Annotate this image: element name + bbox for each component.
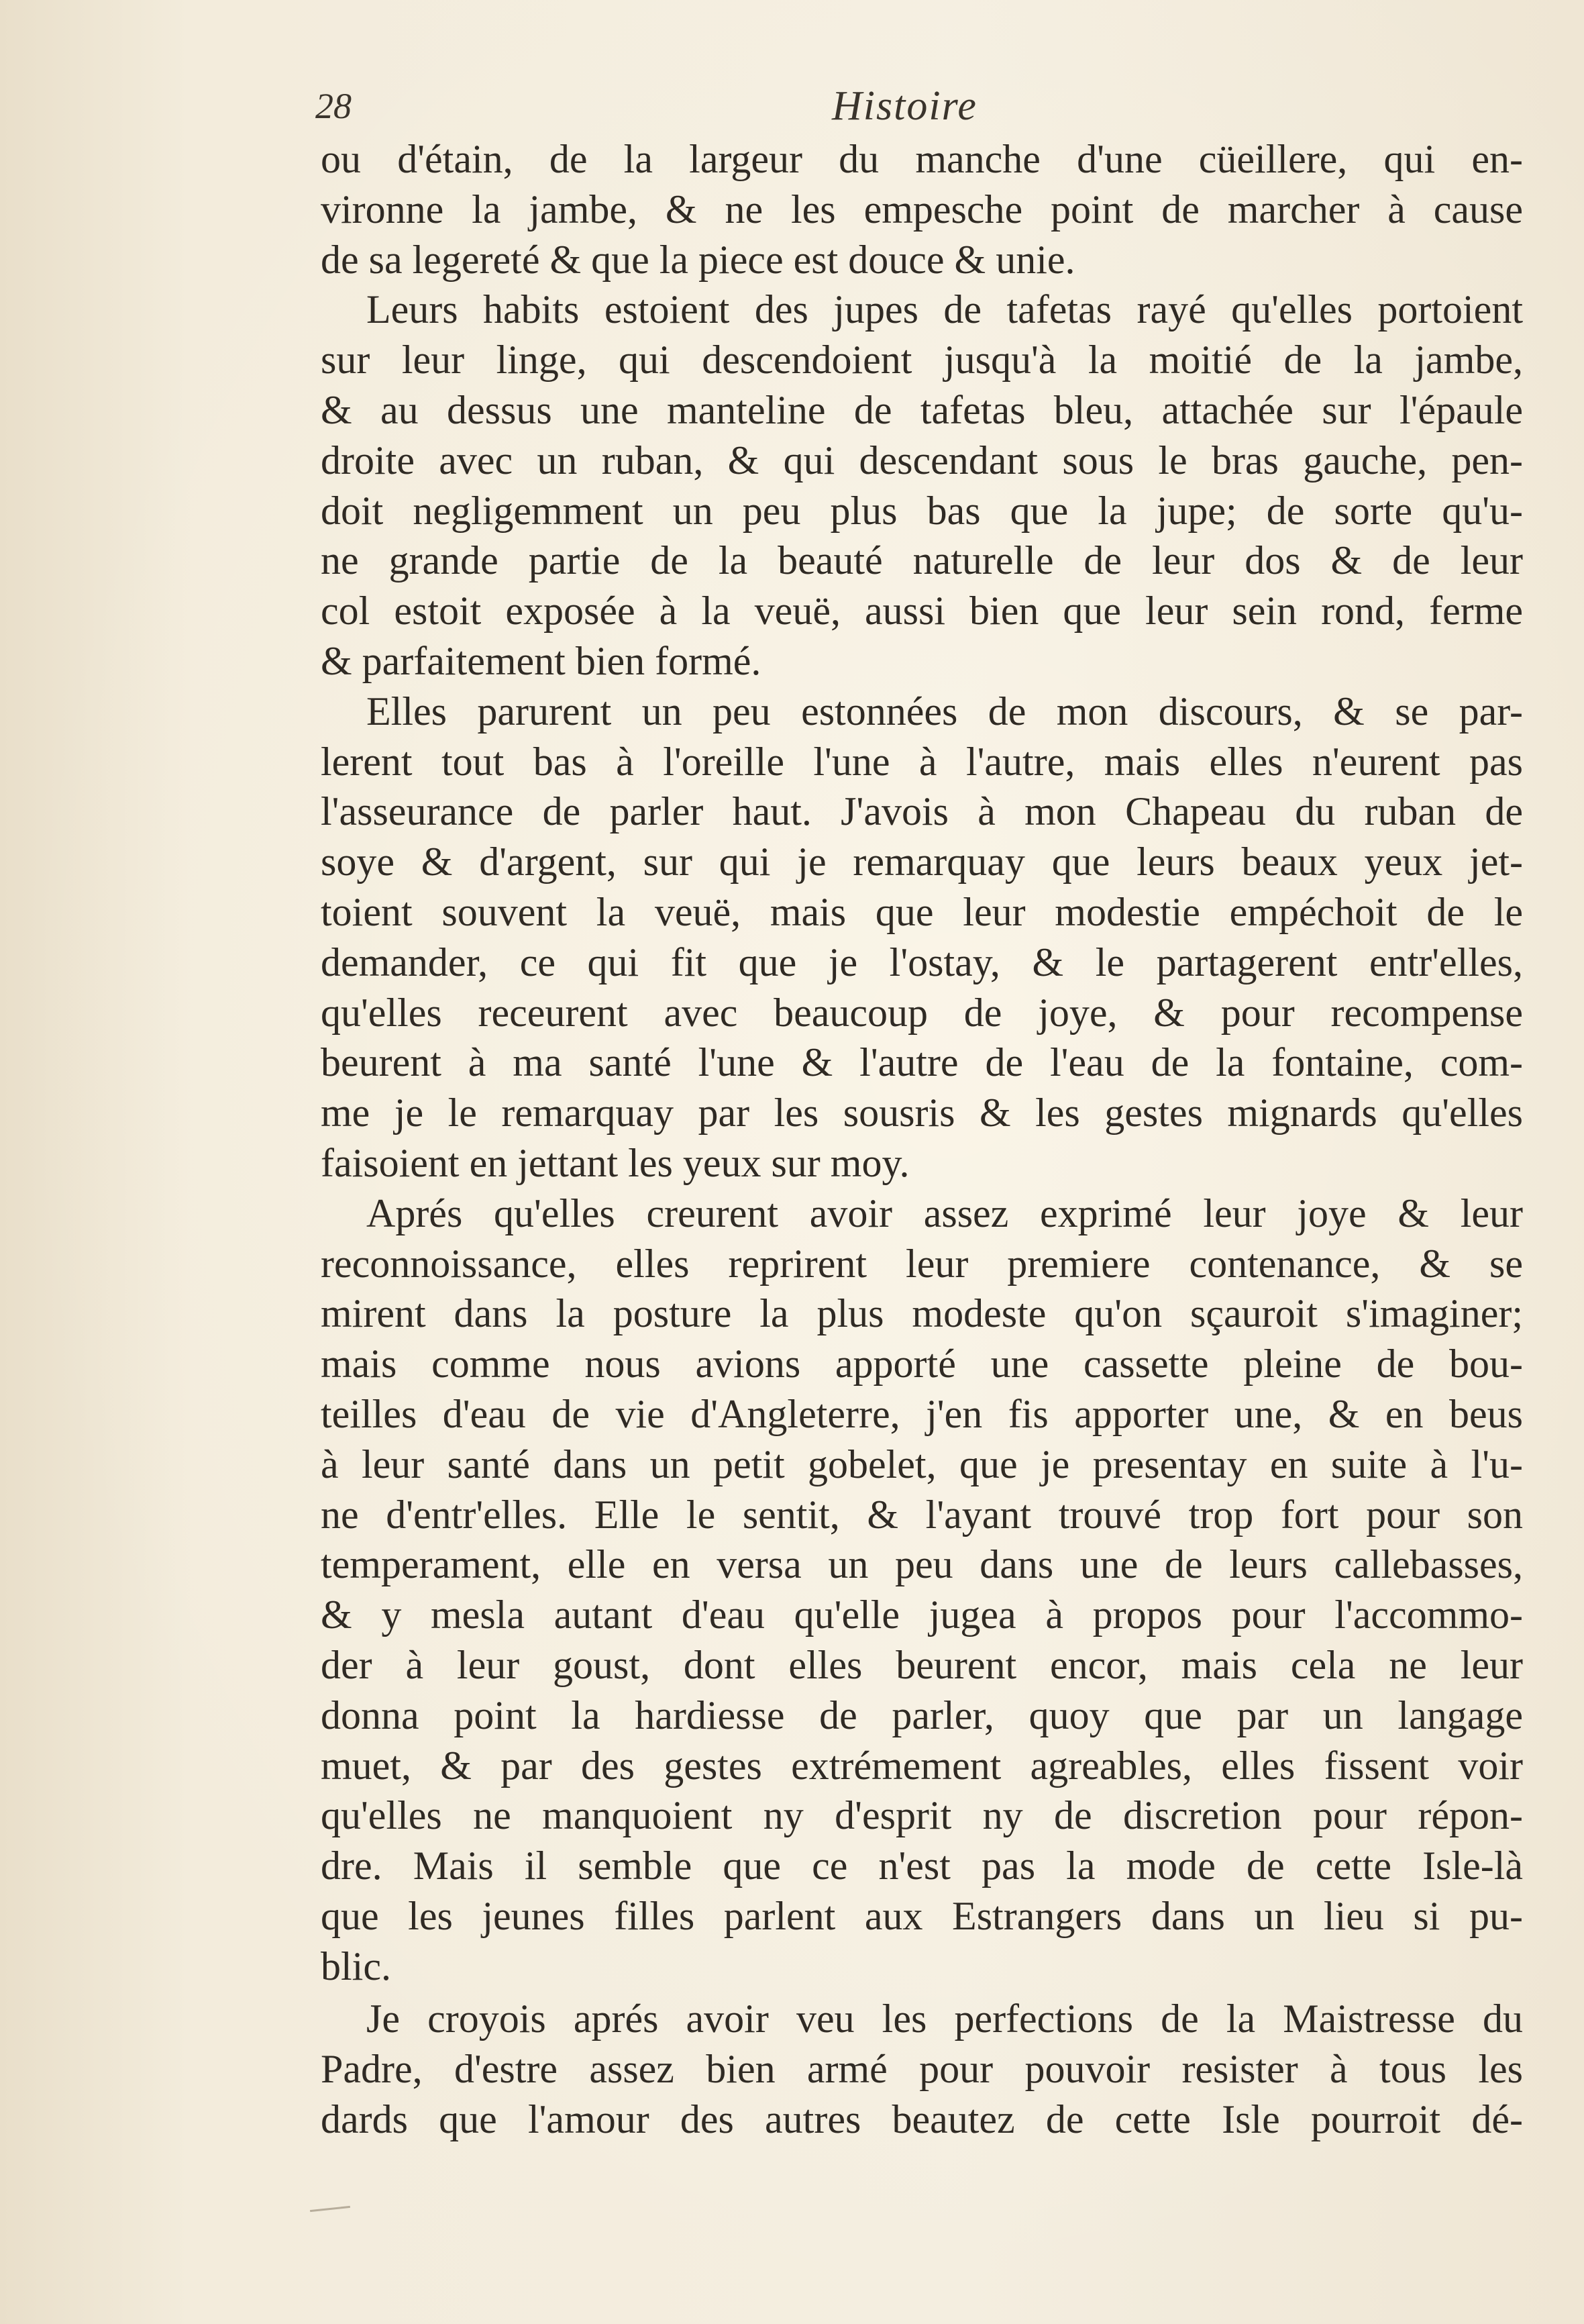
text-line: de sa legereté & que la piece est douce & unie. bbox=[321, 237, 1075, 282]
text-line: reconnoissance, elles reprirent leur premiere contenance, & se bbox=[321, 1241, 1523, 1286]
text-line: der à leur goust, dont elles beurent encor, mais cela ne leur bbox=[321, 1642, 1523, 1687]
text-line: droite avec un ruban, & qui descendant sous le bras gauche, pen- bbox=[321, 438, 1523, 483]
text-line: vironne la jambe, & ne les empesche point de marcher à cause bbox=[321, 187, 1523, 232]
text-line: muet, & par des gestes extrémement agreables, elles fissent voir bbox=[321, 1743, 1523, 1788]
text-line: qu'elles receurent avec beaucoup de joye, & pour recompense bbox=[321, 990, 1523, 1035]
text-line: & parfaitement bien formé. bbox=[321, 638, 761, 683]
page-header bbox=[315, 79, 1530, 133]
margin-pencil-mark bbox=[310, 2206, 350, 2212]
text-line: Elles parurent un peu estonnées de mon discours, & se par- bbox=[366, 689, 1523, 734]
text-line: & au dessus une manteline de tafetas bleu, attachée sur l'épaule bbox=[321, 387, 1523, 432]
text-line: Leurs habits estoient des jupes de tafetas rayé qu'elles portoient bbox=[366, 287, 1523, 332]
text-line: demander, ce qui fit que je l'ostay, & le partagerent entr'elles, bbox=[321, 940, 1523, 984]
text-line: Aprés qu'elles creurent avoir assez exprimé leur joye & leur bbox=[366, 1191, 1523, 1235]
text-line: donna point la hardiesse de parler, quoy que par un langage bbox=[321, 1693, 1523, 1737]
text-line: l'asseurance de parler haut. J'avois à mon Chapeau du ruban de bbox=[321, 789, 1523, 834]
text-line: qu'elles ne manquoient ny d'esprit ny de discretion pour répon- bbox=[321, 1793, 1523, 1838]
text-line: sur leur linge, qui descendoient jusqu'à la moitié de la jambe, bbox=[321, 338, 1523, 383]
text-line: Padre, d'estre assez bien armé pour pouvoir resister à tous les bbox=[321, 2047, 1523, 2092]
body-text bbox=[321, 134, 1523, 2145]
text-line: & y mesla autant d'eau qu'elle jugea à propos pour l'accommo- bbox=[321, 1593, 1523, 1637]
text-line: ne d'entr'elles. Elle le sentit, & l'ayant trouvé trop fort pour son bbox=[321, 1492, 1523, 1537]
page-number: 28 bbox=[315, 86, 352, 126]
text-line: soye & d'argent, sur qui je remarquay que leurs beaux yeux jet- bbox=[321, 840, 1523, 885]
text-line: toient souvent la veuë, mais que leur modestie empéchoit de le bbox=[321, 889, 1523, 934]
text-line: ne grande partie de la beauté naturelle de leur dos & de leur bbox=[321, 538, 1523, 583]
text-line: col estoit exposée à la veuë, aussi bien que leur sein rond, ferme bbox=[321, 589, 1523, 634]
text-line: Je croyois aprés avoir veu les perfections de la Maistresse du bbox=[366, 1997, 1523, 2041]
text-line: mirent dans la posture la plus modeste qu'on sçauroit s'imaginer; bbox=[321, 1291, 1523, 1336]
text-line: ou d'étain, de la largeur du manche d'une cüeillere, qui en- bbox=[321, 137, 1523, 181]
text-line: blic. bbox=[321, 1943, 391, 1988]
text-line: dre. Mais il semble que ce n'est pas la mode de cette Isle-là bbox=[321, 1843, 1523, 1888]
text-line: beurent à ma santé l'une & l'autre de l'eau de la fontaine, com- bbox=[321, 1040, 1523, 1085]
text-line: que les jeunes filles parlent aux Estrangers dans un lieu si pu- bbox=[321, 1893, 1523, 1938]
text-line: à leur santé dans un petit gobelet, que je presentay en suite à l'u- bbox=[321, 1442, 1523, 1486]
text-line: teilles d'eau de vie d'Angleterre, j'en fis apporter une, & en beus bbox=[321, 1391, 1523, 1436]
text-line: dards que l'amour des autres beautez de cette Isle pourroit dé- bbox=[321, 2097, 1523, 2142]
text-line: temperament, elle en versa un peu dans une de leurs callebasses, bbox=[321, 1542, 1523, 1587]
text-line: doit negligemment un peu plus bas que la jupe; de sorte qu'u- bbox=[321, 488, 1523, 533]
text-line: me je le remarquay par les sousris & les gestes mignards qu'elles bbox=[321, 1091, 1523, 1135]
text-line: lerent tout bas à l'oreille l'une à l'autre, mais elles n'eurent pas bbox=[321, 739, 1523, 784]
running-title: Histoire bbox=[832, 83, 978, 129]
text-line: mais comme nous avions apporté une cassette pleine de bou- bbox=[321, 1342, 1523, 1386]
text-line: faisoient en jettant les yeux sur moy. bbox=[321, 1140, 910, 1185]
